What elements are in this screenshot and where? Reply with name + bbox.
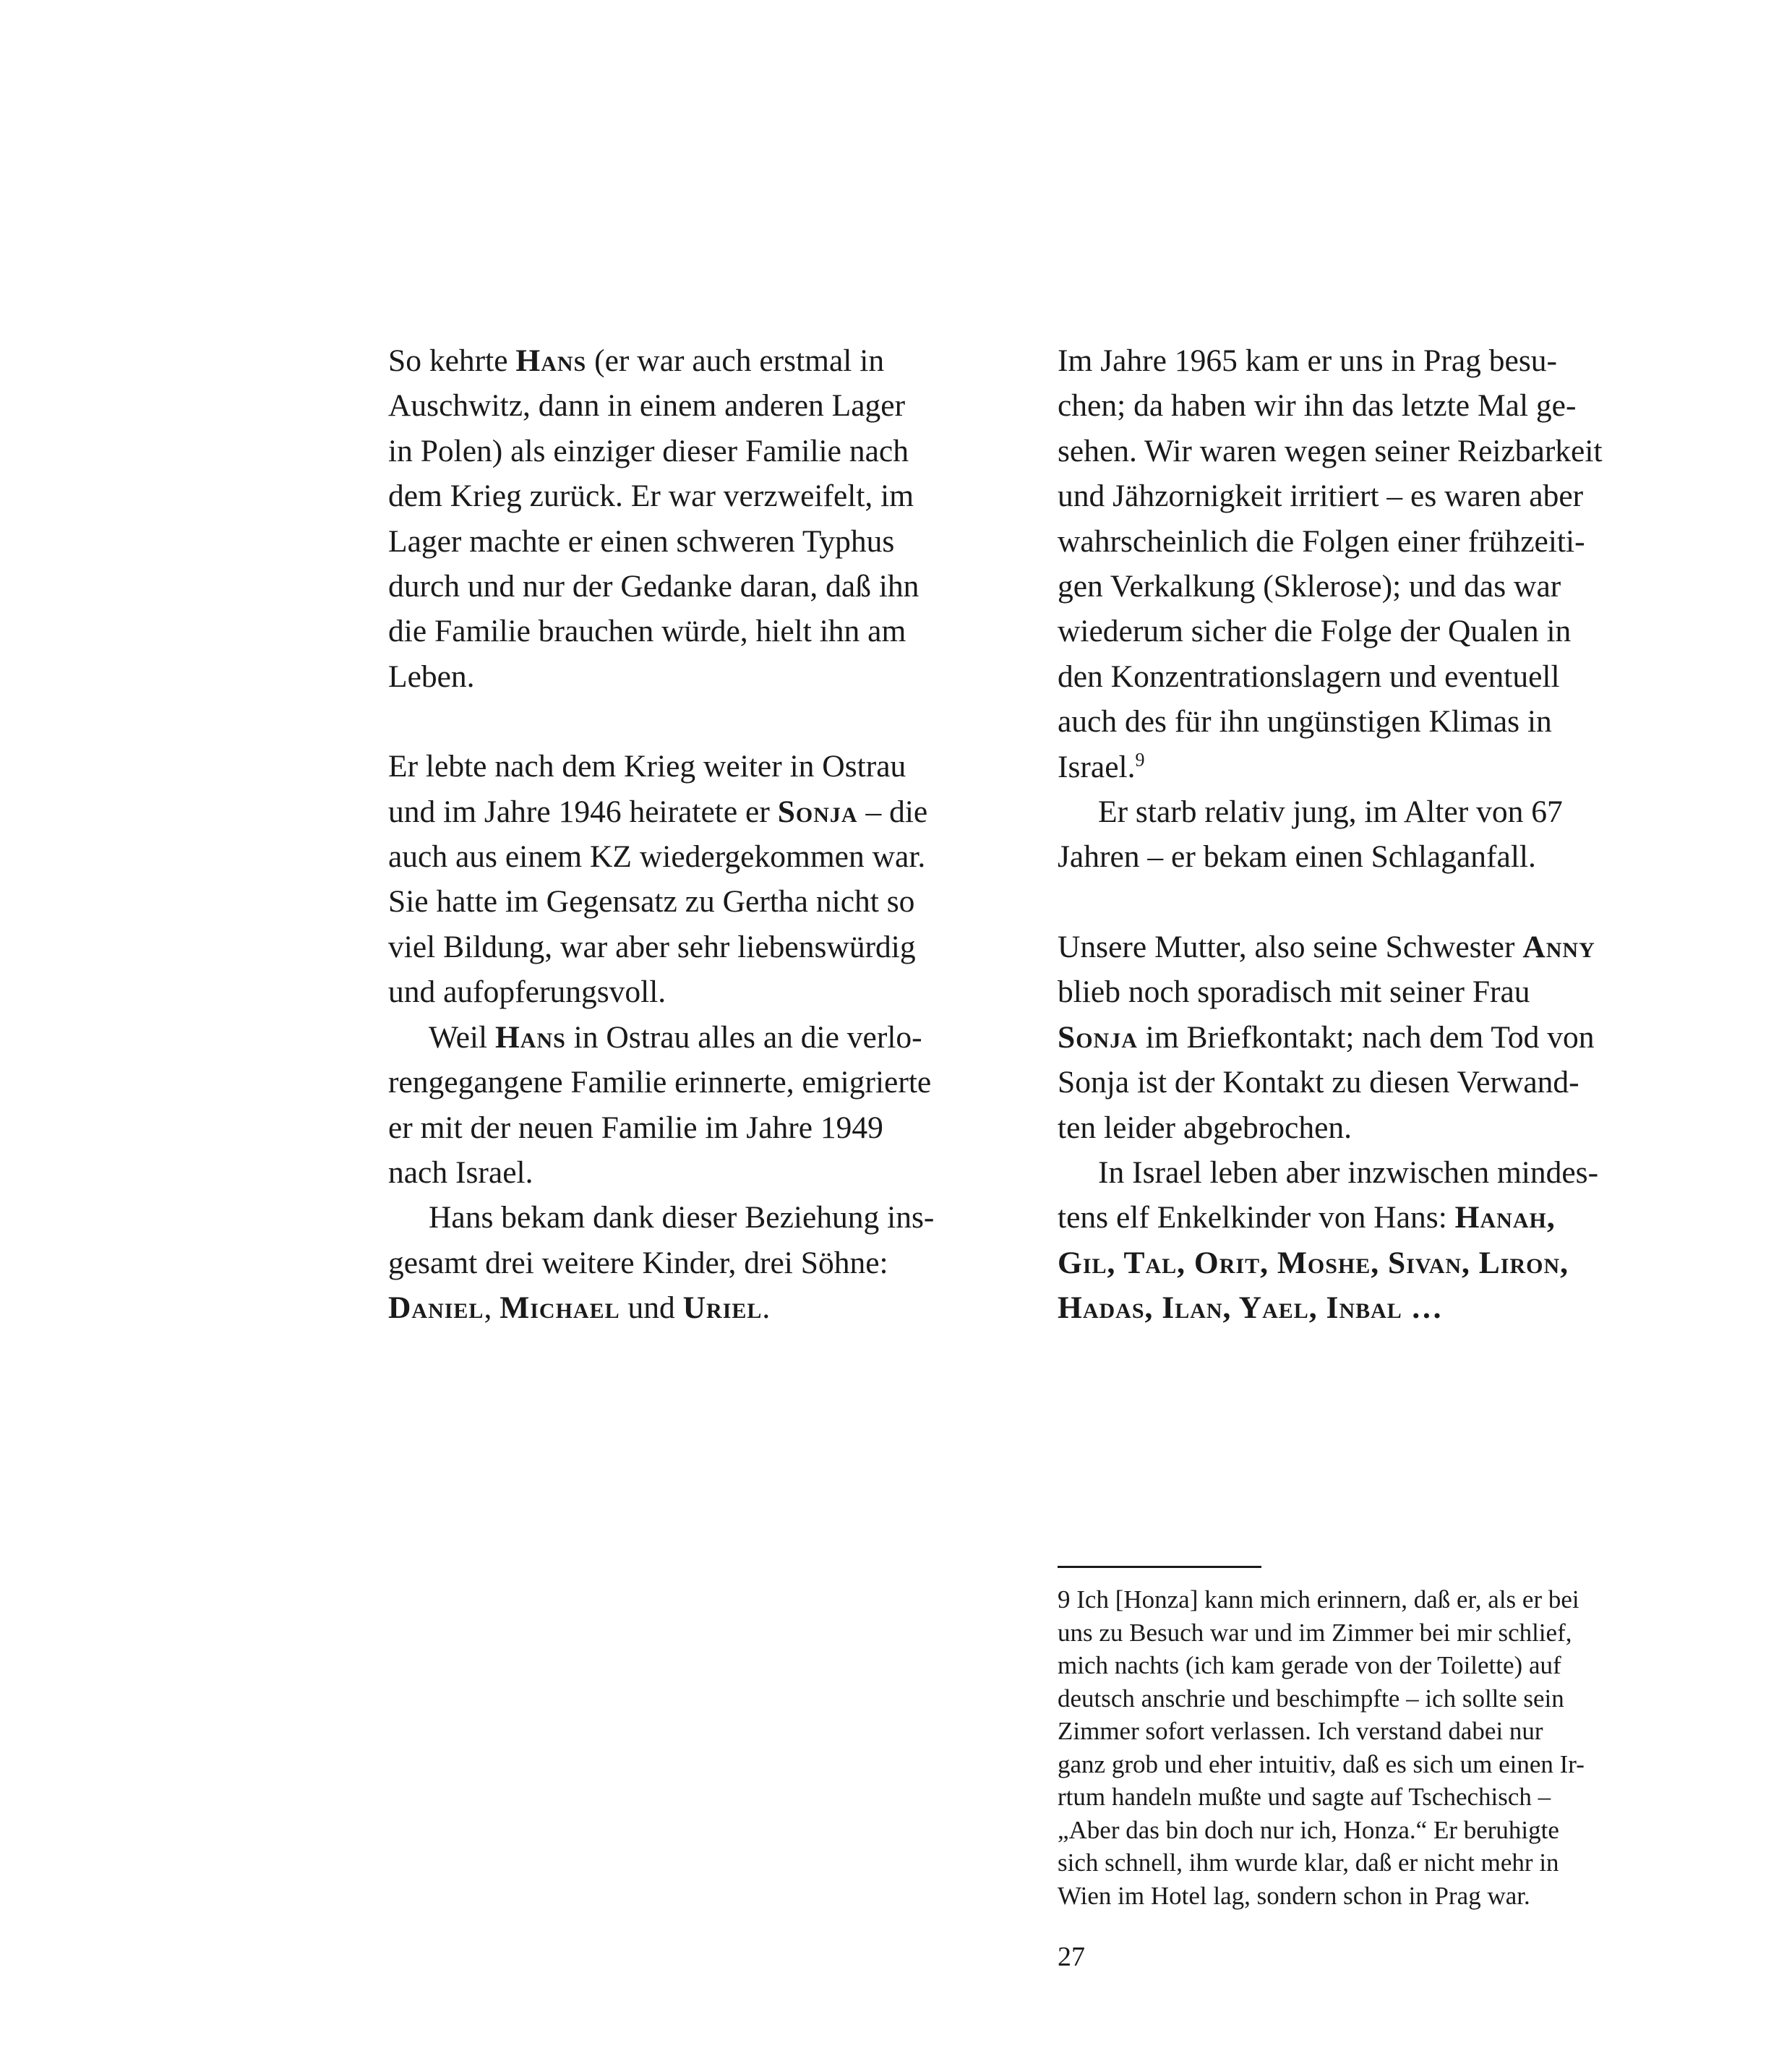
text-run: und xyxy=(620,1290,683,1326)
text-run: . xyxy=(762,1290,771,1326)
text-run: So kehrte xyxy=(388,343,516,378)
text-run: (er war auch erstmal in xyxy=(586,343,885,378)
paragraph-mother-contact xyxy=(1058,925,1694,1150)
text-line: nach Israel. xyxy=(388,1154,533,1190)
left-text-column xyxy=(388,338,1024,1331)
person-name: Hans xyxy=(515,343,587,378)
footnote-line: „Aber das bin doch nur ich, Honza.“ Er beruhigte xyxy=(1058,1815,1559,1844)
text-line xyxy=(1058,1195,1694,1240)
person-names: Hanah, xyxy=(1454,1200,1556,1235)
text-line: Lager machte er einen schweren Typhus xyxy=(388,523,895,559)
text-run: Israel. xyxy=(1058,749,1136,784)
footnote-line: uns zu Besuch war und im Zimmer bei mir schlief, xyxy=(1058,1618,1572,1647)
text-line xyxy=(1058,745,1694,789)
person-names: Gil, Tal, Orit, Moshe, Sivan, Liron, xyxy=(1058,1245,1569,1280)
footnote xyxy=(1058,1583,1694,1912)
text-line xyxy=(1058,1015,1694,1060)
footnote-line: Zimmer sofort verlassen. Ich verstand dabei nur xyxy=(1058,1717,1543,1745)
text-line xyxy=(388,1285,1024,1330)
text-line: auch des für ihn ungünstigen Klimas in xyxy=(1058,704,1552,740)
text-line: und Jähzornigkeit irritiert – es waren aber xyxy=(1058,479,1584,514)
text-run: – die xyxy=(857,794,928,829)
paragraph-sons xyxy=(388,1195,1024,1330)
paragraph-emigration xyxy=(388,1015,1024,1196)
page-number: 27 xyxy=(1058,1942,1085,1972)
paragraph-death xyxy=(1058,789,1694,880)
text-line: den Konzentrationslagern und eventuell xyxy=(1058,659,1560,694)
text-run: Weil xyxy=(429,1019,495,1055)
text-line: ten leider abgebrochen. xyxy=(1058,1110,1352,1145)
footnote-line: ganz grob und eher intuitiv, daß es sich um einen Ir- xyxy=(1058,1749,1585,1778)
text-run: im Briefkontakt; nach dem Tod von xyxy=(1137,1019,1595,1055)
text-line: durch und nur der Gedanke daran, daß ihn xyxy=(388,569,919,604)
footnote-divider xyxy=(1058,1566,1261,1568)
text-line: gen Verkalkung (Sklerose); und das war xyxy=(1058,569,1561,604)
person-name: Hans xyxy=(494,1019,566,1055)
person-name: Anny xyxy=(1522,929,1595,964)
text-line: dem Krieg zurück. Er war verzweifelt, im xyxy=(388,479,914,514)
paragraph-grandchildren xyxy=(1058,1150,1694,1331)
text-line: chen; da haben wir ihn das letzte Mal ge- xyxy=(1058,388,1577,424)
text-line: Jahren – er bekam einen Schlaganfall. xyxy=(1058,839,1536,875)
person-name: Sonja xyxy=(1058,1019,1138,1055)
text-line: Sie hatte im Gegensatz zu Gertha nicht so xyxy=(388,884,915,920)
text-line: Leben. xyxy=(388,659,475,694)
text-line: wiederum sicher die Folge der Qualen in xyxy=(1058,614,1572,649)
text-line xyxy=(388,1015,1024,1060)
text-line: er mit der neuen Familie im Jahre 1949 xyxy=(388,1110,883,1145)
text-line: wahrscheinlich die Folgen einer frühzeiti- xyxy=(1058,523,1585,559)
text-line: viel Bildung, war aber sehr liebenswürdig xyxy=(388,929,916,964)
text-line: sehen. Wir waren wegen seiner Reizbarkeit xyxy=(1058,433,1603,468)
person-name: Michael xyxy=(500,1290,620,1326)
footnote-line: mich nachts (ich kam gerade von der Toilette) auf xyxy=(1058,1651,1561,1679)
text-line: blieb noch sporadisch mit seiner Frau xyxy=(1058,974,1530,1010)
footnote-reference[interactable]: 9 xyxy=(1135,749,1145,771)
text-run: tens elf Enkelkinder von Hans: xyxy=(1058,1200,1455,1235)
footnote-line: 9 Ich [Honza] kann mich erinnern, daß er, als er bei xyxy=(1058,1585,1579,1614)
person-name: Uriel xyxy=(682,1290,763,1326)
text-line: in Polen) als einziger dieser Familie nach xyxy=(388,433,909,468)
paragraph-ostrau-marriage xyxy=(388,744,1024,1014)
text-line: Hans bekam dank dieser Beziehung ins- xyxy=(429,1200,935,1235)
text-line xyxy=(388,338,1024,383)
text-line: gesamt drei weitere Kinder, drei Söhne: xyxy=(388,1245,888,1280)
footnote-line: Wien im Hotel lag, sondern schon in Prag war. xyxy=(1058,1881,1530,1910)
text-run: in Ostrau alles an die verlo- xyxy=(565,1019,922,1055)
text-line xyxy=(388,789,1024,834)
person-names: Hadas, Ilan, Yael, Inbal … xyxy=(1058,1290,1444,1326)
text-run: , xyxy=(484,1290,500,1326)
text-line: auch aus einem KZ wiedergekommen war. xyxy=(388,839,926,875)
text-line: Auschwitz, dann in einem anderen Lager xyxy=(388,388,906,424)
text-line: die Familie brauchen würde, hielt ihn am xyxy=(388,614,906,649)
footnote-line: deutsch anschrie und beschimpfte – ich sollte sein xyxy=(1058,1684,1564,1713)
person-name: Daniel xyxy=(388,1290,484,1326)
text-line xyxy=(1058,925,1694,969)
text-line: rengegangene Familie erinnerte, emigrierte xyxy=(388,1065,932,1100)
text-line: Im Jahre 1965 kam er uns in Prag besu- xyxy=(1058,343,1558,378)
paragraph-hans-return xyxy=(388,338,1024,699)
text-line: Sonja ist der Kontakt zu diesen Verwand- xyxy=(1058,1065,1579,1100)
text-line: In Israel leben aber inzwischen mindes- xyxy=(1098,1154,1599,1190)
paragraph-prague-visit xyxy=(1058,338,1694,789)
text-line: und aufopferungsvoll. xyxy=(388,974,666,1010)
text-line: Er lebte nach dem Krieg weiter in Ostrau xyxy=(388,749,906,784)
footnote-line: rtum handeln mußte und sagte auf Tschechisch – xyxy=(1058,1783,1551,1811)
person-name: Sonja xyxy=(777,794,858,829)
text-run: Unsere Mutter, also seine Schwester xyxy=(1058,929,1523,964)
text-run: und im Jahre 1946 heiratete er xyxy=(388,794,778,829)
text-line: Er starb relativ jung, im Alter von 67 xyxy=(1098,794,1563,830)
right-text-column xyxy=(1058,338,1694,1331)
footnote-line: sich schnell, ihm wurde klar, daß er nicht mehr in xyxy=(1058,1848,1559,1877)
